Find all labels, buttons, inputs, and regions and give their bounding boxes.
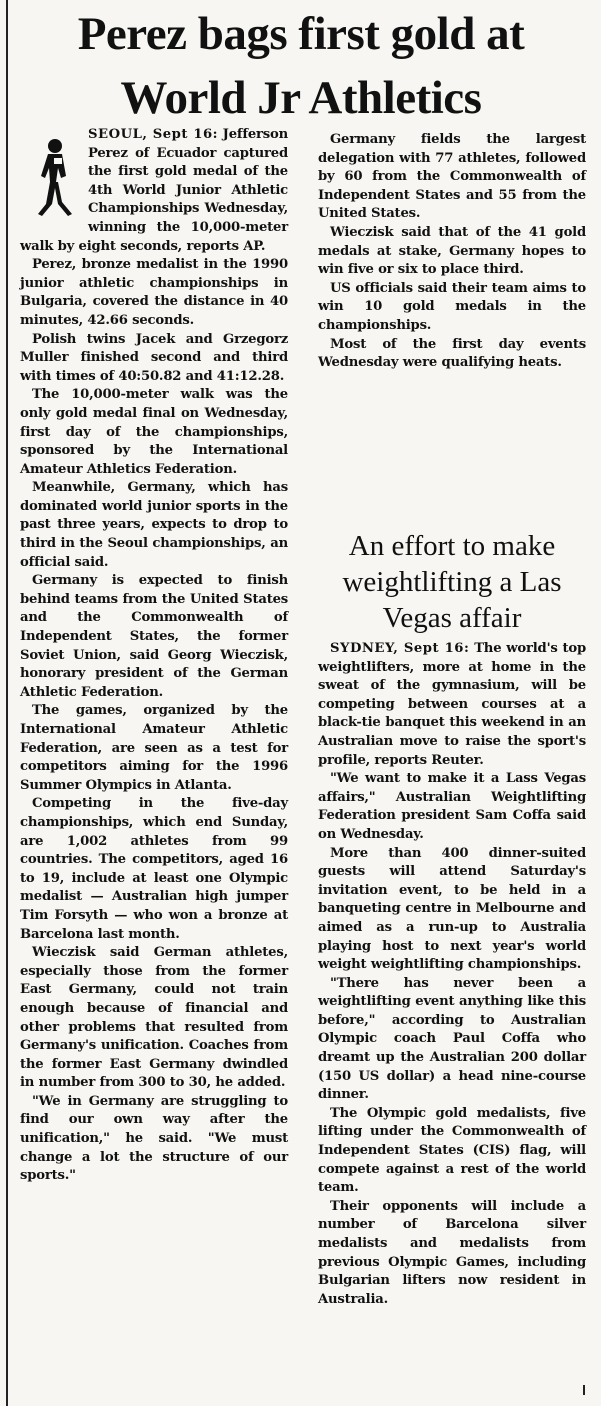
main-headline: Perez bags first gold at World Jr Athletics [77,8,525,124]
story2-para-1-text: The world's top weightlifters, more at home in the sweat of the gymnasium, will be competing between courses at a black-tie banquet this weekend in an Australian move to raise the sport's profile, reports Reuter. [318,641,586,768]
story1-para-10: "We in Germany are struggling to find our own way after the unification," he said. "We must change a lot the structure of our sports." [20,1093,288,1184]
story1-column1 [20,126,288,1186]
story1-para-13: US officials said their team aims to win 10 gold medals in the championships. [318,280,586,333]
story1-para-11: Germany fields the largest delegation with 77 athletes, followed by 60 from the Commonwealth of Independent States and 55 from the United States. [318,132,586,222]
story1-dateline: SEOUL, Sept 16: [88,127,219,142]
story2-para-6: Their opponents will include a number of Barcelona silver medalists and medalists from previous Olympic Games, including Bulgarian lifters now resident in Australia. [318,1198,586,1307]
athlete-photo [28,132,80,222]
story2-headline: An effort to make weightlifting a Las Vegas affair [342,530,562,634]
story1-para-5: Meanwhile, Germany, which has dominated world junior sports in the past three years, expects to drop to third in the Seoul championships, an official said. [20,480,288,570]
story2-para-3: More than 400 dinner-suited guests will attend Saturday's invitation event, to be held in a banqueting centre in Melbourne and aimed as a run-up to Australia playing host to next year's world weight weightlifting championships. [318,845,586,973]
story2-para-4: "There has never been a weightlifting event anything like this before," according to Australian Olympic coach Paul Coffa who dreamt up the Australian 200 dollar (150 US dollar) a head nine-course dinner. [318,975,586,1103]
story1-para-3: Polish twins Jacek and Grzegorz Muller finished second and third with times of 40:50.82 and 41:12.28. [20,331,288,384]
column-rule-right [583,1385,585,1395]
story1-para-8: Competing in the five-day championships, which end Sunday, are 1,002 athletes from 99 countries. The competitors, aged 16 to 19, include at least one Olympic medalist — Australian high jumper Tim Forsyth — who won a bronze at Barcelona last month. [20,796,288,942]
story1-para-1-text: Jefferson Perez of Ecuador captured the first gold medal of the 4th World Junior Athletic Championships Wednesday, winning the 10,000-meter walk by eight seconds, reports AP. [20,127,288,254]
story1-para-7: The games, organized by the International Amateur Athletic Federation, are seen as a test for competitors aiming for the 1996 Summer Olympics in Atlanta. [20,703,288,793]
story2-dateline: SYDNEY, Sept 16: [330,641,470,656]
story1-para-14: Most of the first day events Wednesday were qualifying heats. [318,336,586,371]
story1-para-4: The 10,000-meter walk was the only gold medal final on Wednesday, first day of the championships, sponsored by the International Amateur Athletics Federation. [20,387,288,477]
story1-para-2: Perez, bronze medalist in the 1990 junior athletic championships in Bulgaria, covered the distance in 40 minutes, 42.66 seconds. [20,257,288,328]
story2-para-2: "We want to make it a Lass Vegas affairs," Australian Weightlifting Federation president Sam Coffa said on Wednesday. [318,771,586,842]
story2-column [318,640,586,1309]
story1-column2 [318,131,586,373]
story2-para-5: The Olympic gold medalists, five lifting under the Commonwealth of Independent States (CIS) flag, will compete against a rest of the world team. [318,1105,586,1196]
story1-para-12: Wieczisk said that of the 41 gold medals at stake, Germany hopes to win five or six to place third. [318,224,586,278]
story2-para-1 [318,640,586,770]
column-rule-left [6,0,8,1406]
story1-para-6: Germany is expected to finish behind teams from the United States and the Commonwealth of Independent States, the former Soviet Union, said Georg Wieczisk, honorary president of the German Athletic Federation. [20,573,288,700]
story1-para-9: Wieczisk said German athletes, especially those from the former East Germany, could not train enough because of financial and other problems that resulted from Germany's unification. Coaches from the former East Germany dwindled in number from 300 to 30, he added. [20,945,288,1091]
